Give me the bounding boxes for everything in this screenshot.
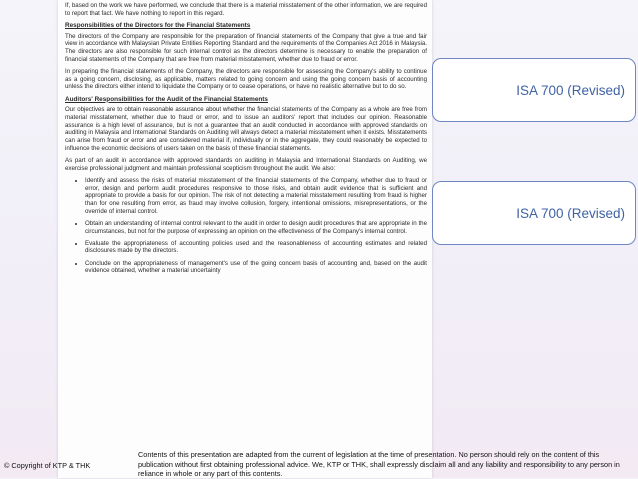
auditors-paragraph-1: Our objectives are to obtain reasonable assurance about whether the financial statements of the Company as a whole are free from material misstatement, whether due to fraud or error, and to issue an auditors' report that includes our opinion. Reasonable assurance is a high level of assurance, but is not a guarantee that an audit conducted in accordance with approved standards on auditing in Malaysia and International Standards on Auditing will always detect a material misstatement when it exists. Misstatements can arise from fraud or error and are considered material if, individually or in the aggregate, they could reasonably be expected to influence the economic decisions of users taken on the basis of these financial statements. <box>65 106 427 152</box>
audit-report-text <box>65 2 427 280</box>
callout-label: ISA 700 (Revised) <box>516 83 625 98</box>
disclaimer-text: Contents of this presentation are adapted from the current of legislation at the time of presentation. No person should rely on the content of this publication without first obtaining professional advice. We, KTP or THK, shall expressly disclaim all and any liability and responsibility to any person in reliance in whole or any part of this contents. <box>138 450 620 478</box>
directors-responsibilities-heading: Responsibilities of the Directors for the Financial Statements <box>65 21 251 29</box>
auditors-bullet-list <box>65 177 427 275</box>
intro-paragraph: If, based on the work we have performed, we conclude that there is a material misstatement of the other information, we are required to report that fact. We have nothing to report in this regard. <box>65 2 427 17</box>
bullet-item: • Obtain an understanding of internal control relevant to the audit in order to design audit procedures that are appropriate in the circumstances, but not for the purpose of expressing an opinion on the effectiveness of the Company's internal control. <box>85 220 427 235</box>
isa-700-callout-2 <box>432 181 636 245</box>
directors-paragraph-1: The directors of the Company are responsible for the preparation of financial statements of the Company that give a true and fair view in accordance with Malaysian Private Entities Reporting Standard and the requirements of the Companies Act 2016 in Malaysia. The directors are also responsible for such internal control as the directors determine is necessary to enable the preparation of financial statements of the Company that are free from material misstatement, whether due to fraud or error. <box>65 32 427 63</box>
directors-paragraph-2: In preparing the financial statements of the Company, the directors are responsible for assessing the Company's ability to continue as a going concern, disclosing, as applicable, matters related to going concern and using the going concern basis of accounting unless the directors either intend to liquidate the Company or to cease operations, or have no realistic alternative but to do so. <box>65 67 427 91</box>
copyright-notice: © Copyright of KTP & THK <box>4 461 91 470</box>
callout-label: ISA 700 (Revised) <box>516 206 625 221</box>
bullet-item: • Identify and assess the risks of material misstatement of the financial statements of the Company, whether due to fraud or error, design and perform audit procedures responsive to those risks, and obtain audit evidence that is sufficient and appropriate to provide a basis for our opinion. The risk of not detecting a material misstatement resulting from fraud is higher than for one resulting from error, as fraud may involve collusion, forgery, intentional omissions, misrepresentations, or the override of internal control. <box>85 177 427 216</box>
isa-700-callout-1 <box>432 58 636 122</box>
bullet-item: • Evaluate the appropriateness of accounting policies used and the reasonableness of accounting estimates and related disclosures made by the directors. <box>85 240 427 255</box>
bullet-item: • Conclude on the appropriateness of management's use of the going concern basis of accounting and, based on the audit evidence obtained, whether a material uncertainty <box>85 260 427 275</box>
auditors-paragraph-2: As part of an audit in accordance with approved standards on auditing in Malaysia and International Standards on Auditing, we exercise professional judgment and maintain professional scepticism throughout the audit. We also: <box>65 156 427 172</box>
auditors-responsibilities-heading: Auditors' Responsibilities for the Audit of the Financial Statements <box>65 95 268 103</box>
audit-report-page <box>58 0 432 478</box>
